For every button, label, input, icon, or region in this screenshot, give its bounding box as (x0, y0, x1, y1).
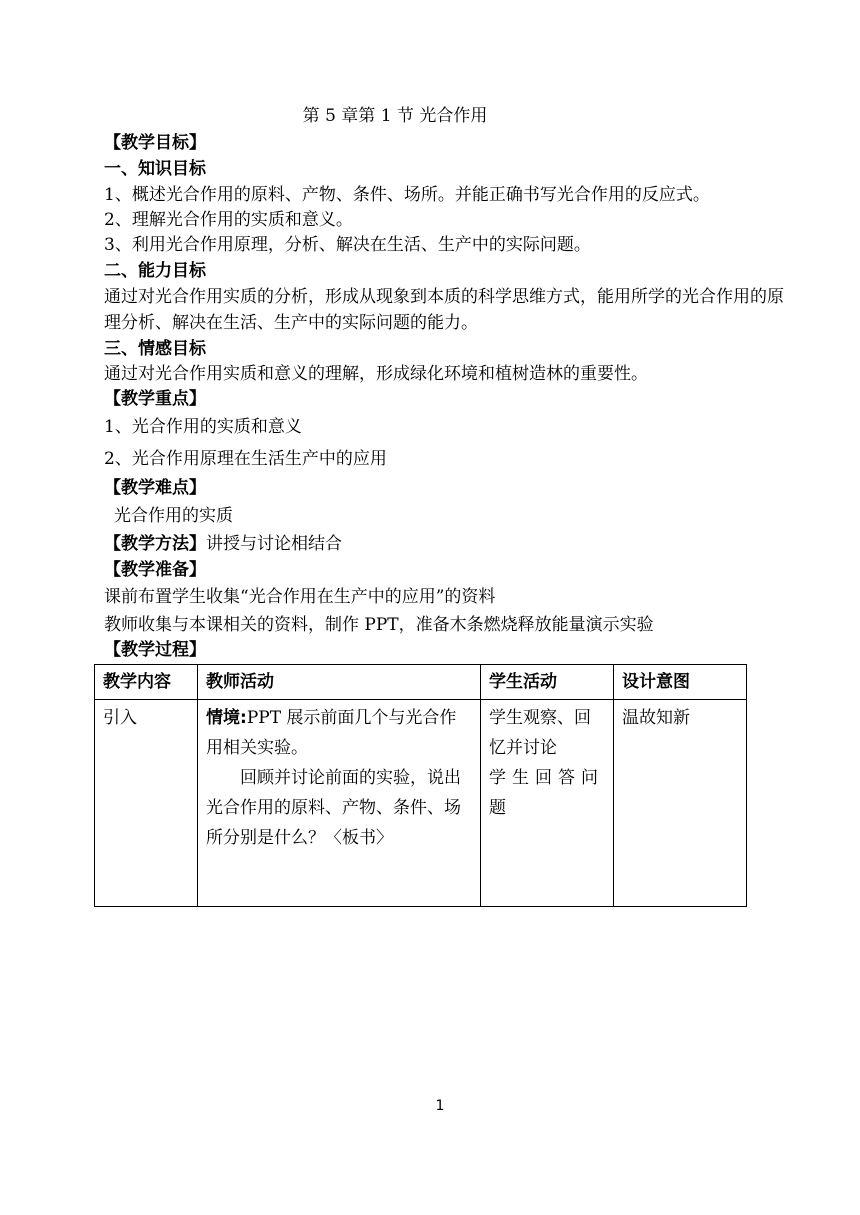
teacher-label: 情境: (206, 708, 247, 728)
key-item: 2、光合作用原理在生活生产中的应用 (104, 449, 387, 469)
knowledge-heading: 一、知识目标 (104, 159, 206, 179)
student-text: 学生回答问题 (489, 768, 604, 818)
method-text: 讲授与讨论相结合 (206, 534, 342, 554)
table-row (95, 700, 747, 907)
teacher-text: PPT 展示前面几个与光合作用相关实验。 (206, 708, 457, 758)
knowledge-item: 2、理解光合作用的实质和意义。 (104, 210, 353, 230)
teacher-review: 回顾并讨论前面的实验，说出光合作用的原料、产物、条件、场所分别是什么？〈板书〉 (206, 768, 461, 848)
prep-item: 教师收集与本课相关的资料，制作 PPT，准备木条燃烧释放能量演示实验 (104, 615, 654, 635)
page-number: 1 (435, 1098, 445, 1114)
ability-heading: 二、能力目标 (104, 261, 206, 281)
emotion-text: 通过对光合作用实质和意义的理解，形成绿化环境和植树造林的重要性。 (104, 364, 648, 384)
cell-student (481, 700, 614, 907)
prep-heading: 【教学准备】 (104, 560, 206, 580)
emotion-heading: 三、情感目标 (104, 339, 206, 359)
method-heading: 【教学方法】 (104, 534, 206, 554)
teacher-situation (206, 703, 472, 763)
cell-teacher (198, 700, 481, 907)
process-table (94, 664, 747, 907)
header-content: 教学内容 (95, 665, 198, 700)
cell-content: 引入 (95, 700, 198, 907)
cell-intent: 温故知新 (614, 700, 747, 907)
prep-item: 课前布置学生收集“光合作用在生产中的应用”的资料 (104, 587, 496, 607)
goals-heading: 【教学目标】 (104, 133, 206, 153)
difficulty-heading: 【教学难点】 (104, 478, 206, 498)
knowledge-item: 1、概述光合作用的原料、产物、条件、场所。并能正确书写光合作用的反应式。 (104, 185, 710, 205)
table-header-row (95, 665, 747, 700)
student-text: 学生观察、回忆并讨论 (489, 708, 591, 758)
key-item: 1、光合作用的实质和意义 (104, 417, 302, 437)
ability-text: 通过对光合作用实质的分析，形成从现象到本质的科学思维方式，能用所学的光合作用的原理分析、解决在生活、生产中的实际问题的能力。 (104, 287, 784, 333)
knowledge-item: 3、利用光合作用原理，分析、解决在生活、生产中的实际问题。 (104, 235, 591, 255)
key-heading: 【教学重点】 (104, 389, 206, 409)
header-intent: 设计意图 (614, 665, 747, 700)
difficulty-text: 光合作用的实质 (114, 506, 233, 526)
page-title: 第 5 章第 1 节 光合作用 (302, 106, 488, 126)
method-line (104, 531, 784, 557)
header-student: 学生活动 (481, 665, 614, 700)
header-teacher: 教师活动 (198, 665, 481, 700)
process-heading: 【教学过程】 (104, 640, 206, 660)
